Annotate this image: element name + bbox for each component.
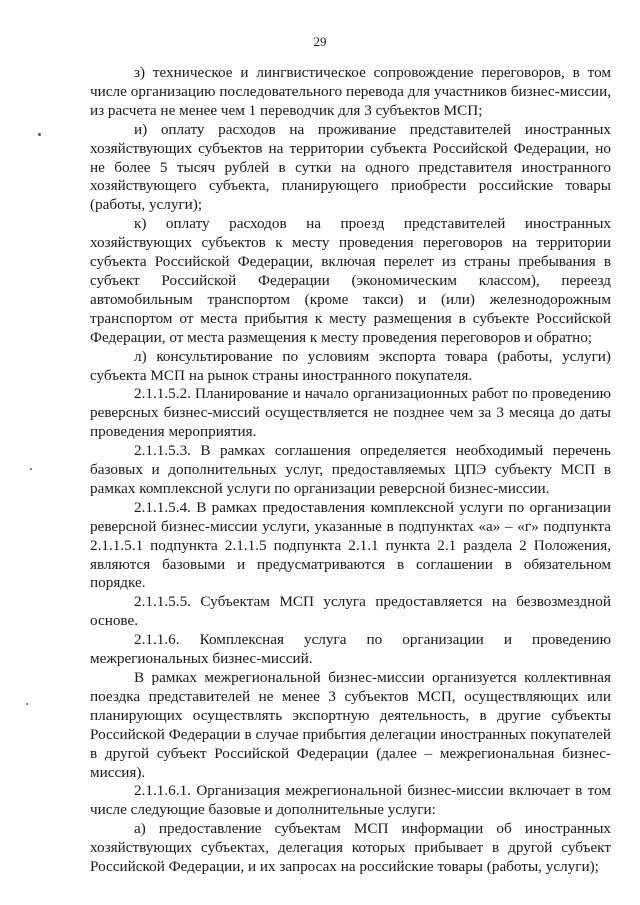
paragraph-2-1-1-5-3: 2.1.1.5.3. В рамках соглашения определяется необходимый перечень базовых и дополнительных услуг, предоставляемых ЦПЭ субъекту МСП в рамках комплексной услуги по организации реверсной бизнес-миссии. [90, 442, 611, 497]
paragraph-a: а) предоставление субъектам МСП информации об иностранных хозяйствующих субъектах, делегация которых прибывает в другой субъект Российской Федерации, и их запросах на российские товары (работы, услуги); [90, 820, 611, 876]
paragraph-2-1-1-5-5: 2.1.1.5.5. Субъектам МСП услуга предоставляется на безвозмездной основе. [90, 593, 611, 630]
scan-mark [38, 133, 41, 136]
paragraph-2-1-1-6-1: 2.1.1.6.1. Организация межрегиональной бизнес-миссии включает в том числе следующие базовые и дополнительные услуги: [90, 782, 611, 819]
scan-mark [26, 703, 28, 705]
document-body [90, 64, 611, 877]
paragraph-2-1-1-5-2: 2.1.1.5.2. Планирование и начало организационных работ по проведению реверсных бизнес-миссий осуществляется не позднее чем за 3 месяца до даты проведения мероприятия. [90, 385, 611, 441]
paragraph-interregional-mission: В рамках межрегиональной бизнес-миссии организуется коллективная поездка представителей не менее 3 субъектов МСП, осуществляющих или планирующих осуществлять экспортную деятельность, в другие субъекты Российской Федерации в случае прибытия делегации иностранных покупателей в другой субъект Российской Федерации (далее – межрегиональная бизнес-миссия). [90, 669, 611, 781]
page-number: 29 [313, 34, 327, 49]
scan-mark [30, 468, 32, 470]
paragraph-k: к) оплату расходов на проезд представителей иностранных хозяйствующих субъектов к месту проведения переговоров на территории субъекта Российской Федерации, включая перелет из страны пребывания в субъект Российской Федерации (экономическим классом), переезд автомобильным транспортом (кроме такси) и (или) железнодорожным транспортом от места прибытия к месту размещения в субъекте Российской Федерации, от места размещения к месту проведения переговоров и обратно; [90, 215, 611, 346]
paragraph-i: и) оплату расходов на проживание представителей иностранных хозяйствующих субъектов на территории субъекта Российской Федерации, но не более 5 тысяч рублей в сутки на одного представителя иностранного хозяйствующего субъекта, планирующего приобрести российские товары (работы, услуги); [90, 120, 611, 214]
paragraph-2-1-1-5-4: 2.1.1.5.4. В рамках предоставления комплексной услуги по организации реверсной бизнес-миссии услуги, указанные в подпунктах «а» – «г» подпункта 2.1.1.5.1 подпункта 2.1.1.5 подпункта 2.1.1 пункта 2.1 раздела 2 Положения, являются базовыми и предусматриваются в соглашении в обязательном порядке. [90, 498, 611, 592]
paragraph-z: з) техническое и лингвистическое сопровождение переговоров, в том числе организацию последовательного перевода для участников бизнес-миссии, из расчета не менее чем 1 переводчик для 3 субъектов МСП; [90, 64, 611, 119]
paragraph-2-1-1-6: 2.1.1.6. Комплексная услуга по организации и проведению межрегиональных бизнес-миссий. [90, 631, 611, 668]
paragraph-l: л) консультирование по условиям экспорта товара (работы, услуги) субъекта МСП на рынок страны иностранного покупателя. [90, 347, 611, 384]
